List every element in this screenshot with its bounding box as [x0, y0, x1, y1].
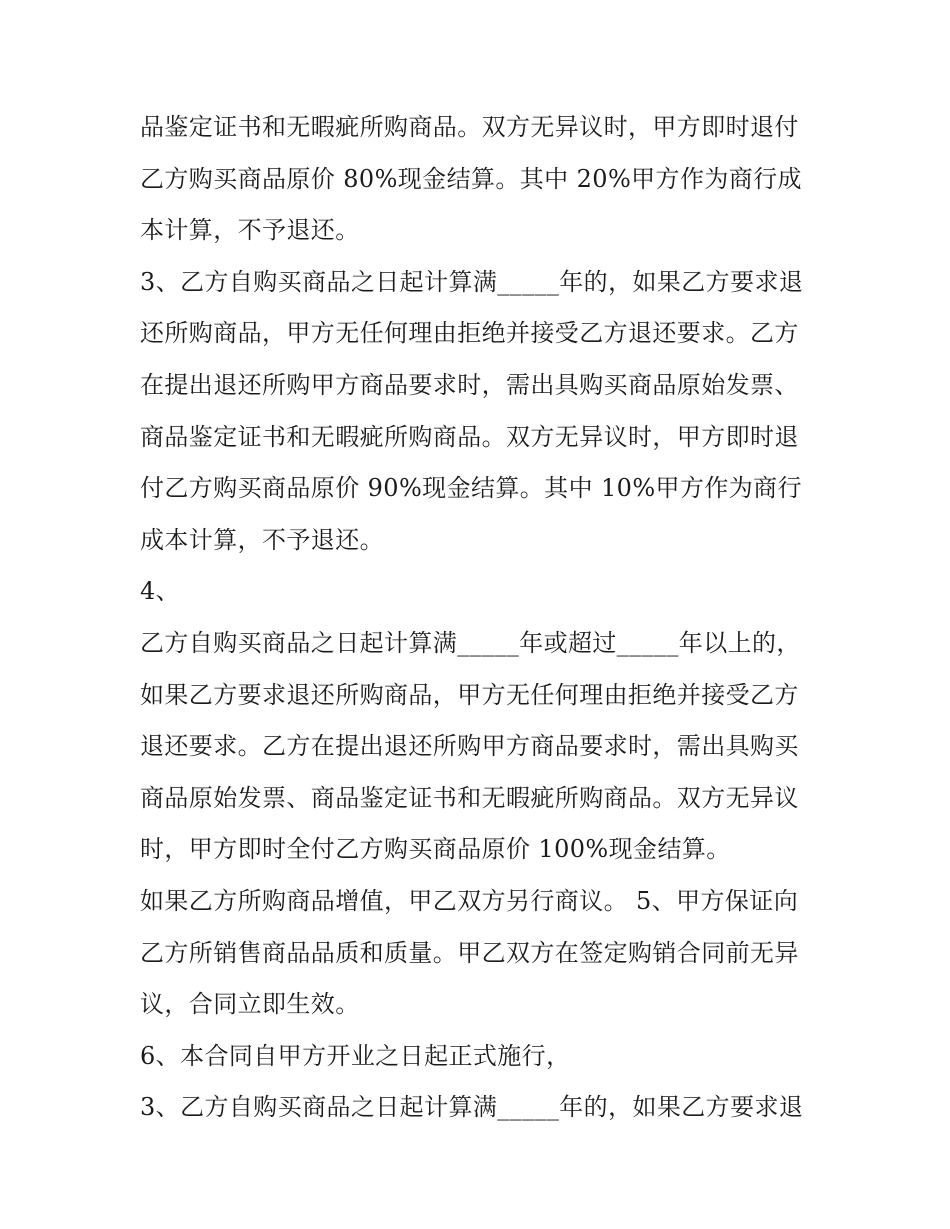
text-line: 商品原始发票、商品鉴定证书和无暇疵所购商品。双方无异议: [140, 783, 799, 812]
text-line: 3、乙方自购买商品之日起计算满_____年的，如果乙方要求退: [140, 267, 804, 296]
text-line: 乙方购买商品原价 80%现金结算。其中 20%甲方作为商行成: [140, 164, 802, 193]
text-line: 6、本合同自甲方开业之日起正式施行，: [140, 1041, 571, 1070]
text-line: 付乙方购买商品原价 90%现金结算。其中 10%甲方作为商行: [140, 474, 802, 503]
text-line: 如果乙方要求退还所购商品，甲方无任何理由拒绝并接受乙方: [140, 680, 799, 709]
text-line: 如果乙方所购商品增值，甲乙双方另行商议。 5、甲方保证向: [140, 886, 799, 915]
text-line: 议，合同立即生效。: [140, 990, 360, 1019]
text-line: 商品鉴定证书和无暇疵所购商品。双方无异议时，甲方即时退: [140, 422, 799, 451]
document-body: [140, 102, 840, 1134]
text-line: 乙方自购买商品之日起计算满_____年或超过_____年以上的，: [140, 628, 801, 657]
text-line: 乙方所销售商品品质和质量。甲乙双方在签定购销合同前无异: [140, 938, 799, 967]
text-line: 在提出退还所购甲方商品要求时，需出具购买商品原始发票、: [140, 370, 799, 399]
text-line: 本计算，不予退还。: [140, 216, 360, 245]
text-line: 时，甲方即时全付乙方购买商品原价 100%现金结算。: [140, 835, 731, 864]
text-line: 品鉴定证书和无暇疵所购商品。双方无异议时，甲方即时退付: [140, 113, 799, 141]
text-line: 4、: [140, 577, 181, 606]
text-line: 成本计算，不予退还。: [140, 525, 384, 554]
text-line: 还所购商品，甲方无任何理由拒绝并接受乙方退还要求。乙方: [140, 319, 799, 348]
text-line: 退还要求。乙方在提出退还所购甲方商品要求时，需出具购买: [140, 732, 799, 761]
text-line: 3、乙方自购买商品之日起计算满_____年的，如果乙方要求退: [140, 1093, 804, 1122]
